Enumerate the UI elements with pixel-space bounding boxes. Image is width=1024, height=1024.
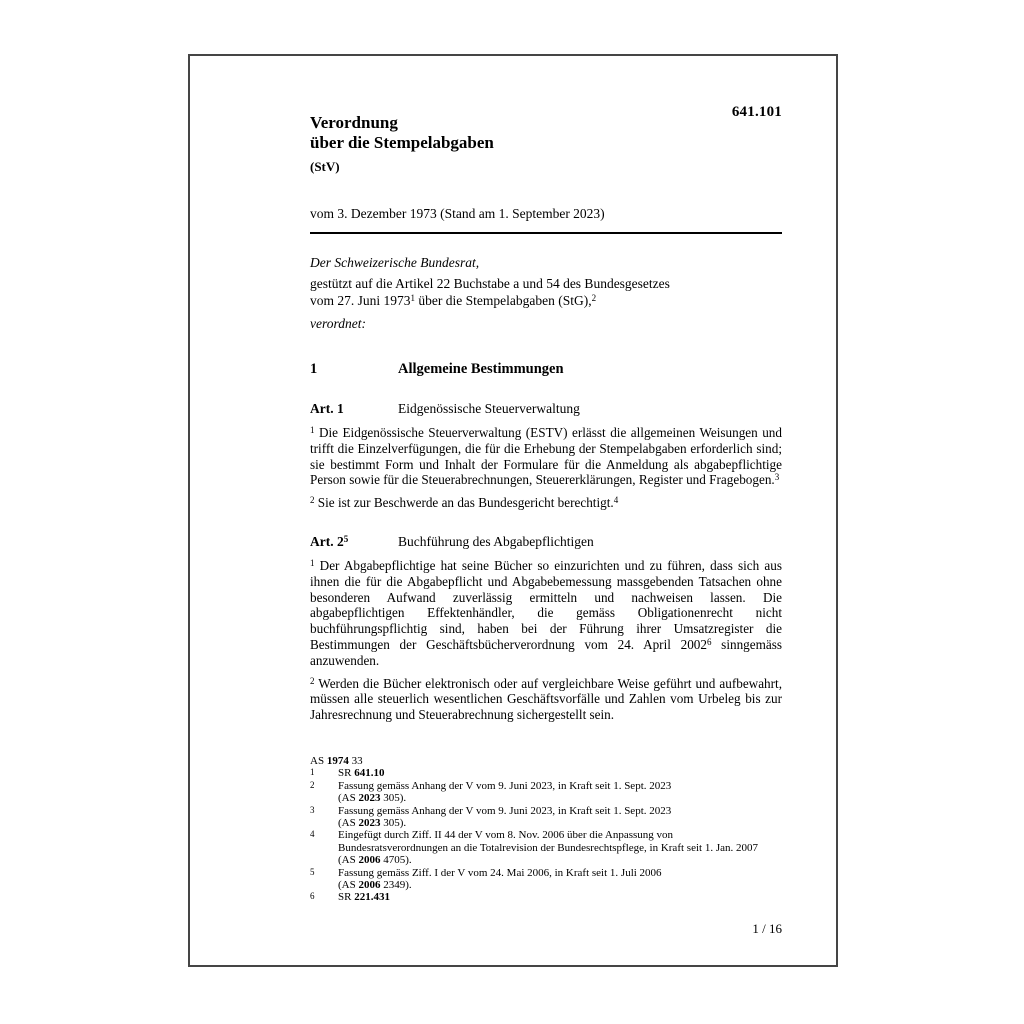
document-abbreviation: (StV) xyxy=(310,159,340,174)
footnote-text: SR 221.431 xyxy=(338,891,390,904)
article-2-label: Art. $2^5$ xyxy=(310,533,349,549)
enacting-formula: verordnet: xyxy=(310,316,366,331)
section-1-title: Allgemeine Bestimmungen xyxy=(398,361,564,377)
document-title-line2: über die Stempelabgaben xyxy=(310,133,494,152)
footnote-item-3 xyxy=(310,805,782,830)
article-2-paragraph-1: $^1$ Der Abgabepflichtige hat seine Bücher so einzurichten und zu führen, dass sich aus ihnen die für die Abgabepflicht und Abgabebemessung massgebenden Tatsachen ohne besonderen Aufwand zuverlässig ermitteln und nachweisen lassen. Die abgabepflichtigen Effektenhändler, die gemäss Obligationenrecht nicht buchführungspflichtig sind, haben bei der Führung ihrer Umsatzregister die Bestimmungen der Geschäftsbücherverordnung vom 24. April 2002$^6$ sinngemäss anzuwenden. xyxy=(310,557,782,668)
footnote-item-6 xyxy=(310,891,782,903)
article-2-title: Buchführung des Abgabepflichtigen xyxy=(398,533,594,549)
document-page xyxy=(188,54,838,967)
title-divider xyxy=(310,232,782,234)
document-title-line1: Verordnung xyxy=(310,113,398,132)
footnote-item-2 xyxy=(310,780,782,805)
article-2-paragraph-2: $^2$ Werden die Bücher elektronisch oder auf vergleichbare Weise geführt und aufbewahrt, müssen alle steuerlich wesentlichen Geschäftsvorfälle und Zahlen vom Urbeleg bis zur Jahresrechnung und Steuerabrechnung sichergestellt sein. xyxy=(310,675,782,723)
footnote-text: Eingefügt durch Ziff. II 44 der V vom 8. Nov. 2006 über die Anpassung von Bundesratsverordnungen an die Totalrevision der Bundesrechtspflege, in Kraft seit 1. Jan. 2007 (AS 2006 4705). xyxy=(338,829,758,867)
article-1-paragraph-2: $^2$ Sie ist zur Beschwerde an das Bundesgericht berechtigt.$^4$ xyxy=(310,495,619,511)
preamble-citation: gestützt auf die Artikel 22 Buchstabe a und 54 des Bundesgesetzes vom 27. Juni 1973$^1$ über die Stempelabgaben (StG),$^2$ xyxy=(310,276,670,308)
section-1-number: 1 xyxy=(310,361,318,377)
preamble-author: Der Schweizerische Bundesrat, xyxy=(310,255,480,270)
footnote-text: SR 641.10 xyxy=(338,767,385,780)
footnote-item-4 xyxy=(310,829,782,866)
footnote-number: 2 xyxy=(310,779,315,790)
footnote-text: Fassung gemäss Ziff. I der V vom 24. Mai 2006, in Kraft seit 1. Juli 2006 (AS 2006 2349). xyxy=(338,866,662,892)
footnote-item-1 xyxy=(310,767,782,779)
footnotes-block xyxy=(310,755,782,904)
footnote-number: 4 xyxy=(310,829,315,840)
article-1-paragraph-1: $^1$ Die Eidgenössische Steuerverwaltung (ESTV) erlässt die allgemeinen Weisungen und trifft die Einzelverfügungen, die für die Erhebung der Stempelabgaben erforderlich sind; sie bestimmt Form und Inhalt der Formulare für die Anmeldung als abgabepflichtige Person sowie für die Steuerabrechnungen, Steuererklärungen, Register und Fragebogen.$^3$ xyxy=(310,425,782,488)
sr-number: 641.101 xyxy=(731,104,782,120)
article-1-title: Eidgenössische Steuerverwaltung xyxy=(398,401,580,416)
footnote-number: 1 xyxy=(310,767,315,778)
footnote-as-line: AS 1974 33 xyxy=(310,754,363,767)
article-1-label: Art. 1 xyxy=(310,401,344,416)
footnote-text: Fassung gemäss Anhang der V vom 9. Juni 2023, in Kraft seit 1. Sept. 2023 (AS 2023 305). xyxy=(338,779,672,805)
section-1-heading xyxy=(310,361,782,378)
page-indicator: 1 / 16 xyxy=(752,920,782,936)
document-header xyxy=(310,104,782,175)
footnote-number: 5 xyxy=(310,866,315,877)
page-content xyxy=(310,104,782,937)
title-block xyxy=(310,113,494,175)
article-2-heading xyxy=(310,534,782,550)
footnote-text: Fassung gemäss Anhang der V vom 9. Juni 2023, in Kraft seit 1. Sept. 2023 (AS 2023 305). xyxy=(338,804,672,829)
date-status-line: vom 3. Dezember 1973 (Stand am 1. September 2023) xyxy=(310,206,605,221)
footnote-number: 6 xyxy=(310,891,315,902)
article-1-heading xyxy=(310,401,782,417)
footnote-number: 3 xyxy=(310,804,315,815)
footnote-item-5 xyxy=(310,867,782,892)
